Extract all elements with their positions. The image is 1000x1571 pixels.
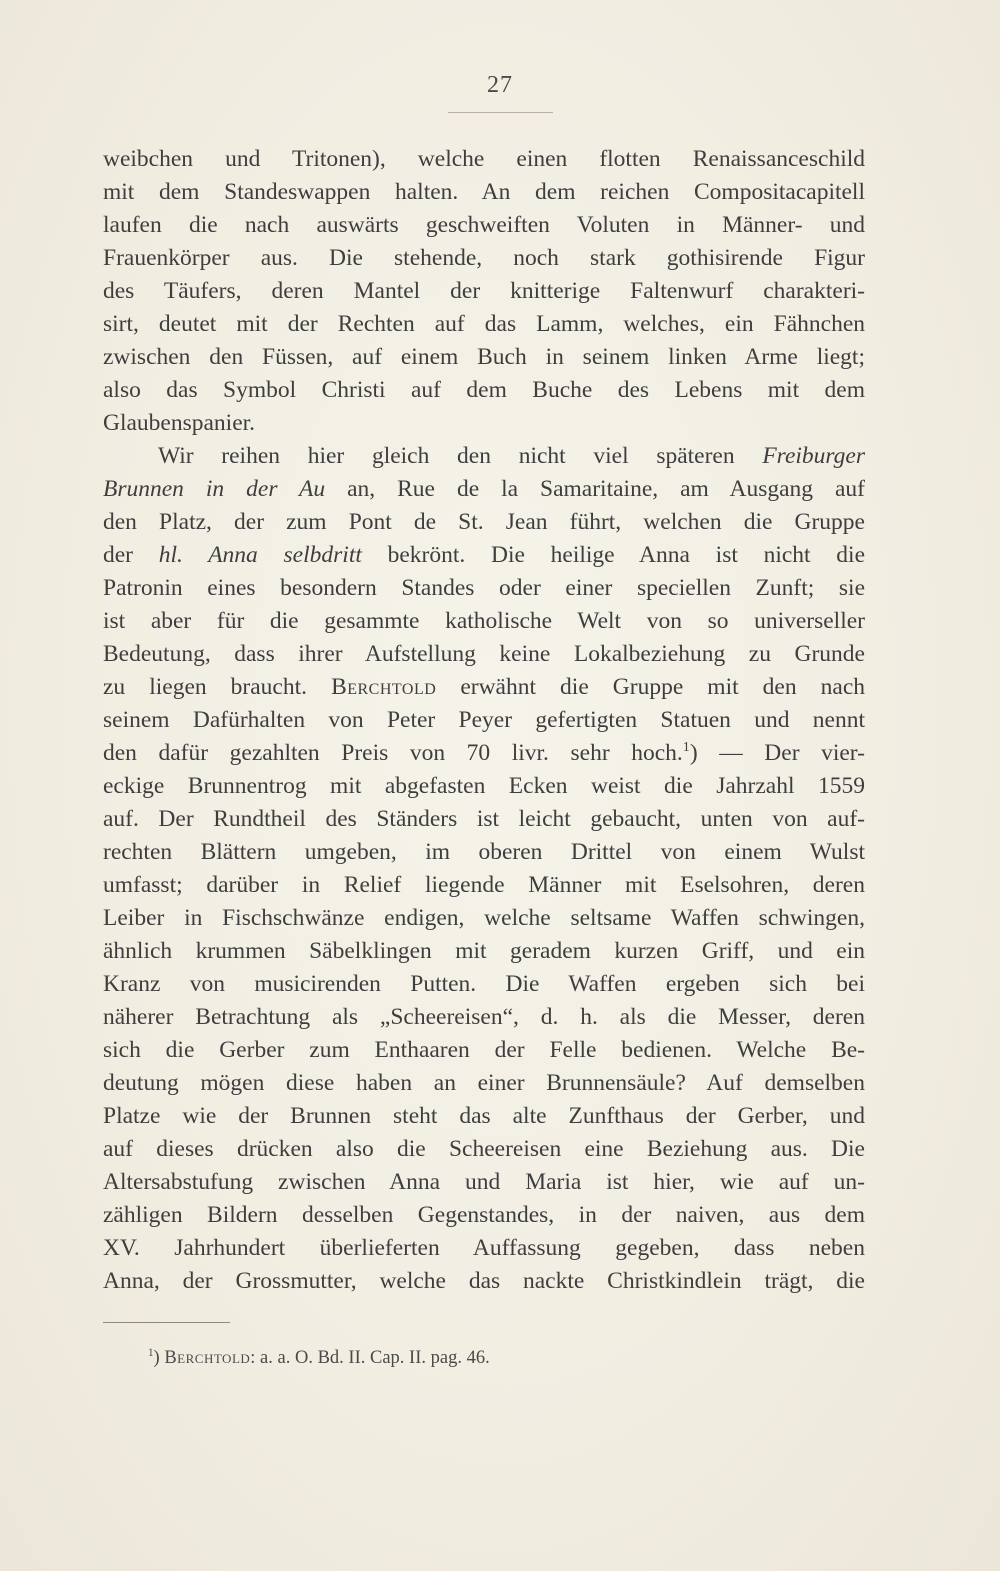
italic-text: hl. Anna selbdritt bbox=[158, 542, 362, 568]
text-segment: zu liegen braucht. bbox=[103, 674, 308, 700]
page-number: 27 bbox=[487, 72, 513, 98]
text-line bbox=[103, 737, 865, 770]
text-line: Platze wie der Brunnen steht das alte Zunfthaus der Gerber, und bbox=[103, 1103, 865, 1129]
text-line: laufen die nach auswärts geschweiften Voluten in Männer- und bbox=[103, 212, 865, 238]
text-line: Anna, der Grossmutter, welche das nackte Christkindlein trägt, die bbox=[103, 1268, 865, 1294]
text-line: sirt, deutet mit der Rechten auf das Lamm, welches, ein Fähnchen bbox=[103, 311, 865, 337]
text-line: weibchen und Tritonen), welche einen flotten Renaissanceschild bbox=[103, 146, 865, 172]
text-line: also das Symbol Christi auf dem Buche des Lebens mit dem bbox=[103, 377, 865, 403]
text-line: seinem Dafürhalten von Peter Peyer gefertigten Statuen und nennt bbox=[103, 707, 865, 733]
footnote-rule bbox=[103, 1322, 230, 1323]
text-line: Kranz von musicirenden Putten. Die Waffen ergeben sich bei bbox=[103, 971, 865, 997]
text-segment: Wir reihen hier gleich den nicht viel späteren bbox=[158, 443, 735, 469]
text-line: näherer Betrachtung als „Scheereisen“, d. h. als die Messer, deren bbox=[103, 1004, 865, 1030]
text-line: ist aber für die gesammte katholische Welt von so universeller bbox=[103, 608, 865, 634]
text-line: deutung mögen diese haben an einer Brunnensäule? Auf demselben bbox=[103, 1070, 865, 1096]
footnote-author: Berchtold bbox=[164, 1348, 251, 1368]
footnote bbox=[148, 1344, 490, 1372]
text-line bbox=[103, 440, 865, 473]
footnote-marker-close: ) bbox=[153, 1348, 160, 1368]
text-line bbox=[103, 539, 865, 572]
text-line: Bedeutung, dass ihrer Aufstellung keine Lokalbeziehung zu Grunde bbox=[103, 641, 865, 667]
text-line bbox=[103, 473, 865, 506]
text-line: umfasst; darüber in Relief liegende Männer mit Eselsohren, deren bbox=[103, 872, 865, 898]
text-segment: ) — Der vier- bbox=[689, 740, 865, 766]
text-line: Glaubenspanier. bbox=[103, 410, 256, 436]
small-caps-name: Berchtold bbox=[331, 674, 437, 700]
text-line: auf. Der Rundtheil des Ständers ist leicht gebaucht, unten von auf- bbox=[103, 806, 865, 832]
text-line: Altersabstufung zwischen Anna und Maria ist hier, wie auf un- bbox=[103, 1169, 865, 1195]
text-line: auf dieses drücken also die Scheereisen eine Beziehung aus. Die bbox=[103, 1136, 865, 1162]
text-line: des Täufers, deren Mantel der knitterige Faltenwurf charakteri- bbox=[103, 278, 865, 304]
text-line: ähnlich krummen Säbelklingen mit geradem kurzen Griff, und ein bbox=[103, 938, 865, 964]
italic-text: Brunnen in der Au bbox=[103, 476, 326, 502]
text-line: zwischen den Füssen, auf einem Buch in seinem linken Arme liegt; bbox=[103, 344, 865, 370]
text-segment: erwähnt die Gruppe mit den nach bbox=[460, 674, 866, 700]
text-line: rechten Blättern umgeben, im oberen Drittel von einem Wulst bbox=[103, 839, 865, 865]
text-segment: bekrönt. Die heilige Anna ist nicht die bbox=[387, 542, 866, 568]
italic-text: Freiburger bbox=[762, 443, 865, 469]
text-line: mit dem Standeswappen halten. An dem reichen Compositacapitell bbox=[103, 179, 865, 205]
text-line: sich die Gerber zum Enthaaren der Felle bedienen. Welche Be- bbox=[103, 1037, 865, 1063]
body-text bbox=[103, 143, 865, 1298]
footnote-reference[interactable]: 1 bbox=[682, 739, 690, 756]
text-segment: den dafür gezahlten Preis von 70 livr. sehr hoch. bbox=[103, 740, 683, 766]
text-line: zähligen Bildern desselben Gegenstandes, in der naiven, aus dem bbox=[103, 1202, 865, 1228]
text-line: XV. Jahrhundert überlieferten Auffassung gegeben, dass neben bbox=[103, 1235, 865, 1261]
header-rule bbox=[448, 112, 553, 113]
text-segment: der bbox=[103, 542, 134, 568]
text-line: Frauenkörper aus. Die stehende, noch stark gothisirende Figur bbox=[103, 245, 865, 271]
footnote-text: : a. a. O. Bd. II. Cap. II. pag. 46. bbox=[250, 1348, 490, 1368]
text-line: Patronin eines besondern Standes oder einer speciellen Zunft; sie bbox=[103, 575, 865, 601]
text-line bbox=[103, 671, 865, 704]
text-segment: an, Rue de la Samaritaine, am Ausgang auf bbox=[347, 476, 865, 502]
text-line: Leiber in Fischschwänze endigen, welche seltsame Waffen schwingen, bbox=[103, 905, 865, 931]
footnote-marker: 1 bbox=[148, 1346, 154, 1359]
text-line: den Platz, der zum Pont de St. Jean führt, welchen die Gruppe bbox=[103, 509, 865, 535]
text-line: eckige Brunnentrog mit abgefasten Ecken weist die Jahrzahl 1559 bbox=[103, 773, 865, 799]
